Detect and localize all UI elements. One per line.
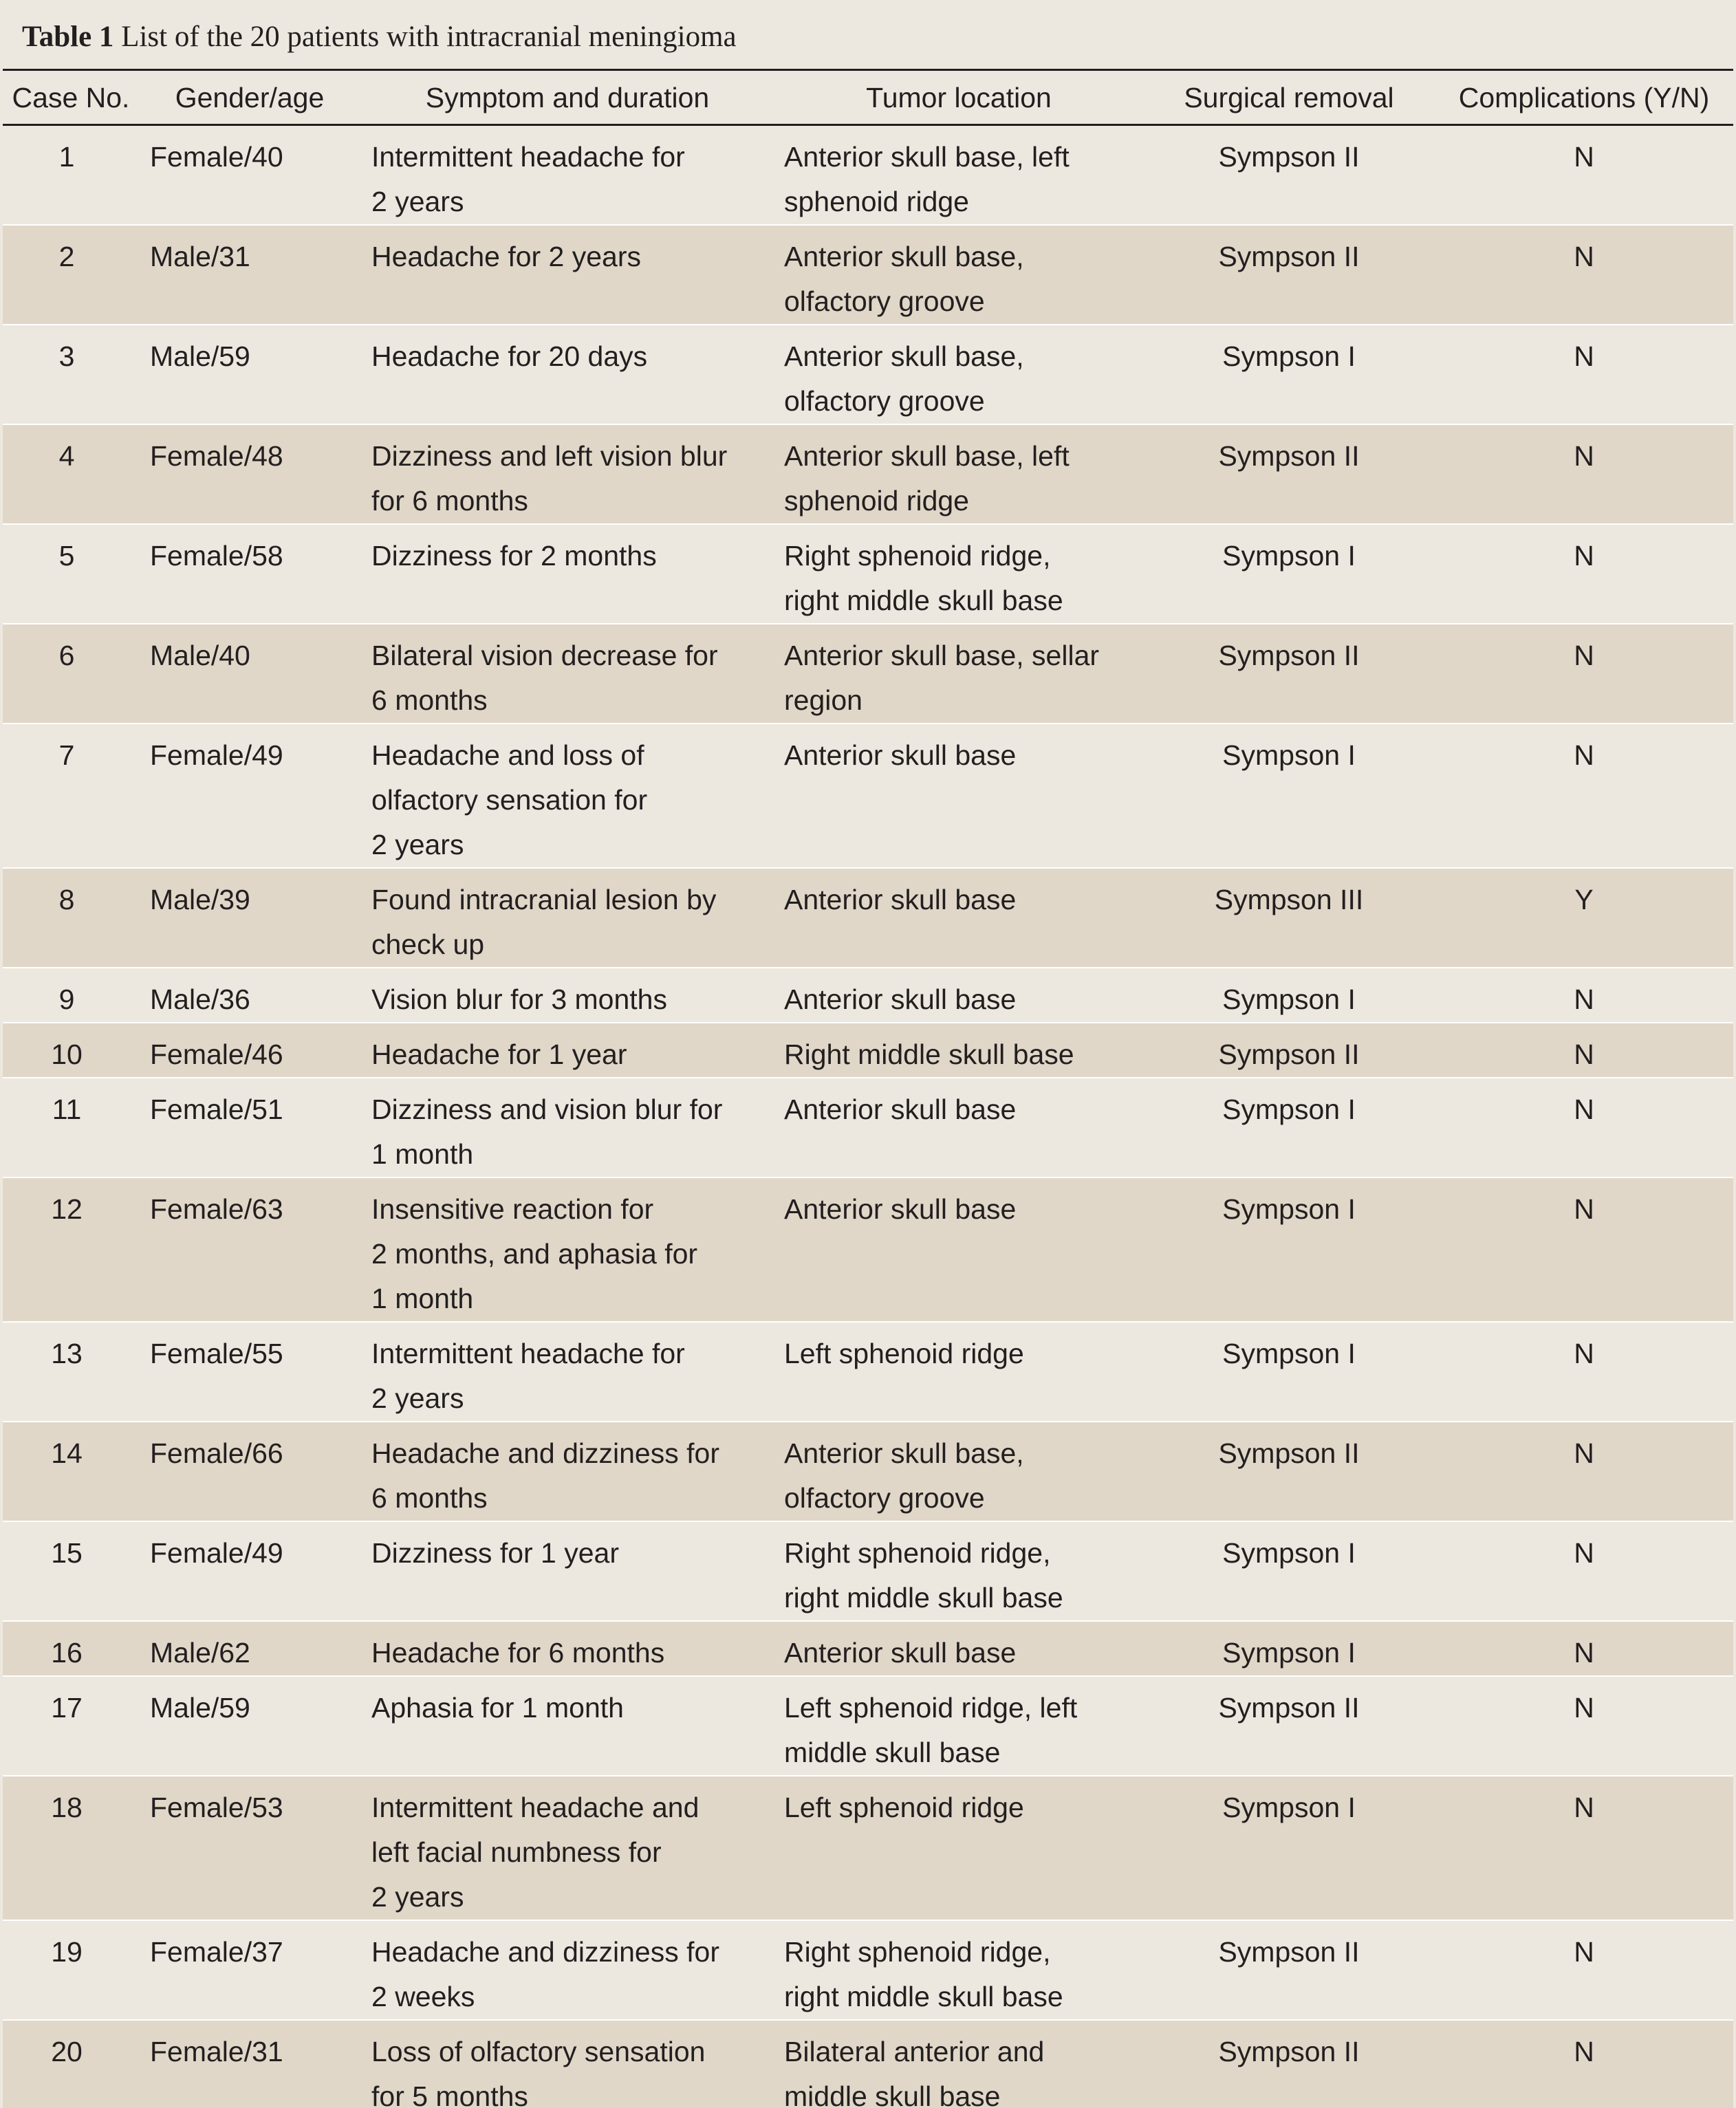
case-number: 8 (58, 884, 75, 915)
complications-flag: N (1574, 1437, 1594, 1469)
symptom-line: for 5 months (371, 2080, 528, 2108)
gender-age: Male/31 (150, 241, 250, 272)
cell-tumor-location (774, 1078, 1143, 1177)
table-caption (3, 0, 1733, 69)
header-symptom-duration: Symptom and duration (360, 70, 774, 125)
complications-flag: N (1574, 1637, 1594, 1669)
cell-symptom-duration (360, 624, 774, 724)
cell-complications (1435, 524, 1733, 624)
cell-case-no (3, 1023, 139, 1078)
gender-age: Female/58 (150, 540, 283, 572)
cell-case-no (3, 2020, 139, 2108)
location-line: Anterior skull base, left (784, 141, 1070, 173)
location-line: Anterior skull base (784, 739, 1017, 771)
cell-case-no (3, 1322, 139, 1422)
surgical-removal: Sympson I (1222, 1537, 1356, 1569)
surgical-removal: Sympson II (1218, 2036, 1360, 2067)
cell-surgical-removal (1143, 524, 1435, 624)
complications-flag: N (1574, 241, 1594, 272)
cell-case-no (3, 524, 139, 624)
cell-complications (1435, 724, 1733, 868)
gender-age: Male/59 (150, 340, 250, 372)
cell-tumor-location (774, 125, 1143, 226)
complications-flag: N (1574, 1039, 1594, 1070)
surgical-removal: Sympson I (1222, 1792, 1356, 1823)
cell-case-no (3, 1920, 139, 2020)
cell-symptom-duration (360, 1177, 774, 1322)
symptom-line: Vision blur for 3 months (371, 984, 667, 1015)
cell-case-no (3, 968, 139, 1023)
case-number: 6 (58, 640, 75, 671)
cell-surgical-removal (1143, 1023, 1435, 1078)
location-line: Left sphenoid ridge (784, 1338, 1024, 1369)
cell-tumor-location (774, 1023, 1143, 1078)
case-number: 18 (51, 1792, 83, 1823)
cell-case-no (3, 1621, 139, 1676)
cell-gender-age (139, 325, 360, 424)
cell-gender-age (139, 868, 360, 968)
case-number: 2 (58, 241, 75, 272)
cell-symptom-duration (360, 1023, 774, 1078)
cell-complications (1435, 1177, 1733, 1322)
cell-case-no (3, 125, 139, 226)
header-gender-age: Gender/age (139, 70, 360, 125)
cell-tumor-location (774, 325, 1143, 424)
symptom-line: Insensitive reaction for (371, 1193, 654, 1225)
cell-surgical-removal (1143, 1521, 1435, 1621)
surgical-removal: Sympson I (1222, 540, 1356, 572)
table-row (3, 1422, 1733, 1521)
case-number: 9 (58, 984, 75, 1015)
patients-table (3, 69, 1733, 2108)
gender-age: Female/55 (150, 1338, 283, 1369)
cell-complications (1435, 1422, 1733, 1521)
complications-flag: N (1574, 1338, 1594, 1369)
cell-gender-age (139, 1023, 360, 1078)
symptom-line: 1 month (371, 1283, 474, 1314)
symptom-line: 2 months, and aphasia for (371, 1238, 698, 1270)
surgical-removal: Sympson III (1214, 884, 1364, 915)
location-line: Anterior skull base (784, 984, 1017, 1015)
surgical-removal: Sympson II (1218, 1039, 1360, 1070)
symptom-line: 2 weeks (371, 1981, 475, 2012)
case-number: 1 (58, 141, 75, 173)
gender-age: Female/31 (150, 2036, 283, 2067)
location-line: Right sphenoid ridge, (784, 540, 1051, 572)
cell-complications (1435, 1521, 1733, 1621)
cell-gender-age (139, 624, 360, 724)
cell-gender-age (139, 1621, 360, 1676)
gender-age: Female/49 (150, 1537, 283, 1569)
table-row (3, 125, 1733, 226)
gender-age: Female/37 (150, 1936, 283, 1968)
gender-age: Female/63 (150, 1193, 283, 1225)
complications-flag: N (1574, 1792, 1594, 1823)
cell-tumor-location (774, 968, 1143, 1023)
symptom-line: for 6 months (371, 485, 528, 517)
cell-tumor-location (774, 1322, 1143, 1422)
cell-case-no (3, 1177, 139, 1322)
cell-symptom-duration (360, 524, 774, 624)
cell-symptom-duration (360, 1621, 774, 1676)
cell-case-no (3, 868, 139, 968)
case-number: 20 (51, 2036, 83, 2067)
location-line: Anterior skull base, (784, 340, 1024, 372)
cell-gender-age (139, 724, 360, 868)
cell-surgical-removal (1143, 624, 1435, 724)
cell-tumor-location (774, 724, 1143, 868)
gender-age: Male/59 (150, 1692, 250, 1724)
complications-flag: N (1574, 1936, 1594, 1968)
surgical-removal: Sympson I (1222, 1338, 1356, 1369)
location-line: Anterior skull base (784, 1094, 1017, 1125)
table-row (3, 1521, 1733, 1621)
symptom-line: check up (371, 928, 485, 960)
location-line: Anterior skull base, left (784, 440, 1070, 472)
table-row (3, 1776, 1733, 1920)
symptom-line: Headache for 2 years (371, 241, 642, 272)
location-line: olfactory groove (784, 1482, 985, 1514)
complications-flag: N (1574, 340, 1594, 372)
cell-tumor-location (774, 1776, 1143, 1920)
cell-gender-age (139, 1422, 360, 1521)
cell-complications (1435, 225, 1733, 325)
cell-symptom-duration (360, 325, 774, 424)
cell-case-no (3, 724, 139, 868)
cell-tumor-location (774, 624, 1143, 724)
cell-case-no (3, 325, 139, 424)
surgical-removal: Sympson I (1222, 1193, 1356, 1225)
cell-tumor-location (774, 225, 1143, 325)
symptom-line: Headache for 6 months (371, 1637, 665, 1669)
symptom-line: olfactory sensation for (371, 784, 648, 816)
cell-surgical-removal (1143, 1621, 1435, 1676)
complications-flag: N (1574, 1094, 1594, 1125)
cell-surgical-removal (1143, 1322, 1435, 1422)
complications-flag: N (1574, 1537, 1594, 1569)
cell-complications (1435, 1078, 1733, 1177)
cell-symptom-duration (360, 424, 774, 524)
table-row (3, 1177, 1733, 1322)
cell-tumor-location (774, 1177, 1143, 1322)
cell-tumor-location (774, 1521, 1143, 1621)
gender-age: Male/39 (150, 884, 250, 915)
table-caption-text: List of the 20 patients with intracranial meningioma (121, 21, 737, 53)
cell-surgical-removal (1143, 125, 1435, 226)
cell-gender-age (139, 1776, 360, 1920)
complications-flag: N (1574, 1193, 1594, 1225)
table-row (3, 868, 1733, 968)
location-line: middle skull base (784, 1737, 1001, 1768)
cell-symptom-duration (360, 1676, 774, 1776)
cell-surgical-removal (1143, 968, 1435, 1023)
location-line: Left sphenoid ridge, left (784, 1692, 1078, 1724)
location-line: Anterior skull base, (784, 1437, 1024, 1469)
case-number: 7 (58, 739, 75, 771)
cell-complications (1435, 868, 1733, 968)
location-line: Anterior skull base, (784, 241, 1024, 272)
case-number: 11 (52, 1094, 82, 1125)
complications-flag: N (1574, 540, 1594, 572)
cell-case-no (3, 624, 139, 724)
header-tumor-location: Tumor location (774, 70, 1143, 125)
table-row (3, 325, 1733, 424)
cell-case-no (3, 1676, 139, 1776)
cell-gender-age (139, 1521, 360, 1621)
gender-age: Female/40 (150, 141, 283, 173)
location-line: middle skull base (784, 2080, 1001, 2108)
complications-flag: N (1574, 440, 1594, 472)
cell-surgical-removal (1143, 724, 1435, 868)
table-header-row (3, 70, 1733, 125)
cell-symptom-duration (360, 1776, 774, 1920)
symptom-line: 1 month (371, 1138, 474, 1170)
cell-gender-age (139, 1078, 360, 1177)
table-row (3, 1920, 1733, 2020)
table-row (3, 968, 1733, 1023)
cell-tumor-location (774, 1920, 1143, 2020)
cell-case-no (3, 1422, 139, 1521)
surgical-removal: Sympson II (1218, 241, 1360, 272)
case-number: 3 (58, 340, 75, 372)
cell-case-no (3, 1776, 139, 1920)
cell-gender-age (139, 1920, 360, 2020)
table-row (3, 1023, 1733, 1078)
cell-gender-age (139, 2020, 360, 2108)
symptom-line: Dizziness and left vision blur (371, 440, 728, 472)
surgical-removal: Sympson I (1222, 984, 1356, 1015)
cell-symptom-duration (360, 2020, 774, 2108)
cell-surgical-removal (1143, 1676, 1435, 1776)
cell-symptom-duration (360, 968, 774, 1023)
cell-case-no (3, 225, 139, 325)
cell-tumor-location (774, 524, 1143, 624)
complications-flag: N (1574, 1692, 1594, 1724)
cell-gender-age (139, 968, 360, 1023)
symptom-line: Intermittent headache and (371, 1792, 699, 1823)
location-line: Right sphenoid ridge, (784, 1537, 1051, 1569)
gender-age: Female/49 (150, 739, 283, 771)
location-line: olfactory groove (784, 285, 985, 317)
symptom-line: 6 months (371, 684, 488, 716)
location-line: Anterior skull base, sellar (784, 640, 1100, 671)
cell-tumor-location (774, 2020, 1143, 2108)
case-number: 14 (51, 1437, 83, 1469)
complications-flag: N (1574, 2036, 1594, 2067)
surgical-removal: Sympson I (1222, 1094, 1356, 1125)
location-line: Anterior skull base (784, 884, 1017, 915)
symptom-line: Headache and dizziness for (371, 1936, 719, 1968)
location-line: Right middle skull base (784, 1039, 1074, 1070)
symptom-line: Loss of olfactory sensation (371, 2036, 706, 2067)
cell-symptom-duration (360, 868, 774, 968)
table-row (3, 2020, 1733, 2108)
cell-surgical-removal (1143, 1920, 1435, 2020)
gender-age: Female/53 (150, 1792, 283, 1823)
symptom-line: Dizziness and vision blur for (371, 1094, 723, 1125)
cell-complications (1435, 1621, 1733, 1676)
cell-case-no (3, 1521, 139, 1621)
cell-gender-age (139, 1177, 360, 1322)
cell-surgical-removal (1143, 1177, 1435, 1322)
case-number: 4 (58, 440, 75, 472)
symptom-line: Found intracranial lesion by (371, 884, 717, 915)
table-row (3, 424, 1733, 524)
cell-gender-age (139, 1676, 360, 1776)
location-line: Left sphenoid ridge (784, 1792, 1024, 1823)
case-number: 13 (51, 1338, 83, 1369)
cell-complications (1435, 2020, 1733, 2108)
location-line: right middle skull base (784, 1582, 1063, 1613)
symptom-line: 2 years (371, 1382, 464, 1414)
cell-case-no (3, 424, 139, 524)
location-line: region (784, 684, 862, 716)
surgical-removal: Sympson II (1218, 1692, 1360, 1724)
symptom-line: Aphasia for 1 month (371, 1692, 624, 1724)
cell-complications (1435, 1322, 1733, 1422)
cell-symptom-duration (360, 1078, 774, 1177)
cell-tumor-location (774, 424, 1143, 524)
table-row (3, 1078, 1733, 1177)
cell-symptom-duration (360, 1521, 774, 1621)
complications-flag: N (1574, 984, 1594, 1015)
location-line: right middle skull base (784, 585, 1063, 616)
gender-age: Female/66 (150, 1437, 283, 1469)
complications-flag: Y (1574, 884, 1594, 915)
location-line: sphenoid ridge (784, 485, 969, 517)
case-number: 17 (51, 1692, 83, 1724)
table-row (3, 1621, 1733, 1676)
cell-complications (1435, 1676, 1733, 1776)
cell-complications (1435, 968, 1733, 1023)
cell-complications (1435, 1023, 1733, 1078)
cell-surgical-removal (1143, 424, 1435, 524)
cell-complications (1435, 1920, 1733, 2020)
symptom-line: Dizziness for 1 year (371, 1537, 620, 1569)
cell-surgical-removal (1143, 868, 1435, 968)
symptom-line: left facial numbness for (371, 1836, 662, 1868)
cell-symptom-duration (360, 225, 774, 325)
location-line: Bilateral anterior and (784, 2036, 1045, 2067)
gender-age: Female/46 (150, 1039, 283, 1070)
cell-complications (1435, 325, 1733, 424)
complications-flag: N (1574, 739, 1594, 771)
cell-surgical-removal (1143, 1776, 1435, 1920)
table-row (3, 225, 1733, 325)
location-line: sphenoid ridge (784, 186, 969, 217)
header-surgical-removal: Surgical removal (1143, 70, 1435, 125)
cell-gender-age (139, 524, 360, 624)
complications-flag: N (1574, 141, 1594, 173)
header-case-no: Case No. (3, 70, 139, 125)
case-number: 16 (51, 1637, 83, 1669)
surgical-removal: Sympson II (1218, 440, 1360, 472)
surgical-removal: Sympson II (1218, 640, 1360, 671)
cell-tumor-location (774, 1621, 1143, 1676)
case-number: 15 (51, 1537, 83, 1569)
symptom-line: 2 years (371, 829, 464, 860)
cell-surgical-removal (1143, 1078, 1435, 1177)
cell-complications (1435, 424, 1733, 524)
surgical-removal: Sympson II (1218, 141, 1360, 173)
symptom-line: Dizziness for 2 months (371, 540, 657, 572)
surgical-removal: Sympson I (1222, 340, 1356, 372)
location-line: Anterior skull base (784, 1637, 1017, 1669)
symptom-line: Headache for 1 year (371, 1039, 627, 1070)
complications-flag: N (1574, 640, 1594, 671)
table-body (3, 125, 1733, 2108)
cell-symptom-duration (360, 1422, 774, 1521)
symptom-line: Headache and loss of (371, 739, 644, 771)
cell-symptom-duration (360, 1322, 774, 1422)
gender-age: Male/36 (150, 984, 250, 1015)
symptom-line: 2 years (371, 186, 464, 217)
cell-gender-age (139, 225, 360, 325)
table-row (3, 1676, 1733, 1776)
gender-age: Male/40 (150, 640, 250, 671)
location-line: right middle skull base (784, 1981, 1063, 2012)
case-number: 12 (51, 1193, 83, 1225)
cell-complications (1435, 1776, 1733, 1920)
cell-tumor-location (774, 868, 1143, 968)
cell-tumor-location (774, 1422, 1143, 1521)
table-caption-label: Table 1 (22, 21, 114, 53)
case-number: 5 (58, 540, 75, 572)
cell-gender-age (139, 1322, 360, 1422)
symptom-line: Intermittent headache for (371, 1338, 685, 1369)
header-complications: Complications (Y/N) (1435, 70, 1733, 125)
location-line: Anterior skull base (784, 1193, 1017, 1225)
cell-surgical-removal (1143, 325, 1435, 424)
cell-case-no (3, 1078, 139, 1177)
table-row (3, 624, 1733, 724)
cell-tumor-location (774, 1676, 1143, 1776)
cell-complications (1435, 125, 1733, 226)
location-line: olfactory groove (784, 385, 985, 417)
symptom-line: 6 months (371, 1482, 488, 1514)
symptom-line: Headache and dizziness for (371, 1437, 719, 1469)
cell-symptom-duration (360, 125, 774, 226)
gender-age: Female/48 (150, 440, 283, 472)
symptom-line: Headache for 20 days (371, 340, 648, 372)
table-row (3, 724, 1733, 868)
surgical-removal: Sympson I (1222, 1637, 1356, 1669)
surgical-removal: Sympson I (1222, 739, 1356, 771)
symptom-line: 2 years (371, 1881, 464, 1913)
cell-symptom-duration (360, 724, 774, 868)
gender-age: Male/62 (150, 1637, 250, 1669)
case-number: 19 (51, 1936, 83, 1968)
table-row (3, 524, 1733, 624)
cell-gender-age (139, 125, 360, 226)
table-row (3, 1322, 1733, 1422)
cell-surgical-removal (1143, 1422, 1435, 1521)
cell-complications (1435, 624, 1733, 724)
location-line: Right sphenoid ridge, (784, 1936, 1051, 1968)
symptom-line: Bilateral vision decrease for (371, 640, 718, 671)
cell-surgical-removal (1143, 225, 1435, 325)
case-number: 10 (51, 1039, 83, 1070)
cell-gender-age (139, 424, 360, 524)
surgical-removal: Sympson II (1218, 1437, 1360, 1469)
cell-symptom-duration (360, 1920, 774, 2020)
symptom-line: Intermittent headache for (371, 141, 685, 173)
surgical-removal: Sympson II (1218, 1936, 1360, 1968)
cell-surgical-removal (1143, 2020, 1435, 2108)
gender-age: Female/51 (150, 1094, 283, 1125)
